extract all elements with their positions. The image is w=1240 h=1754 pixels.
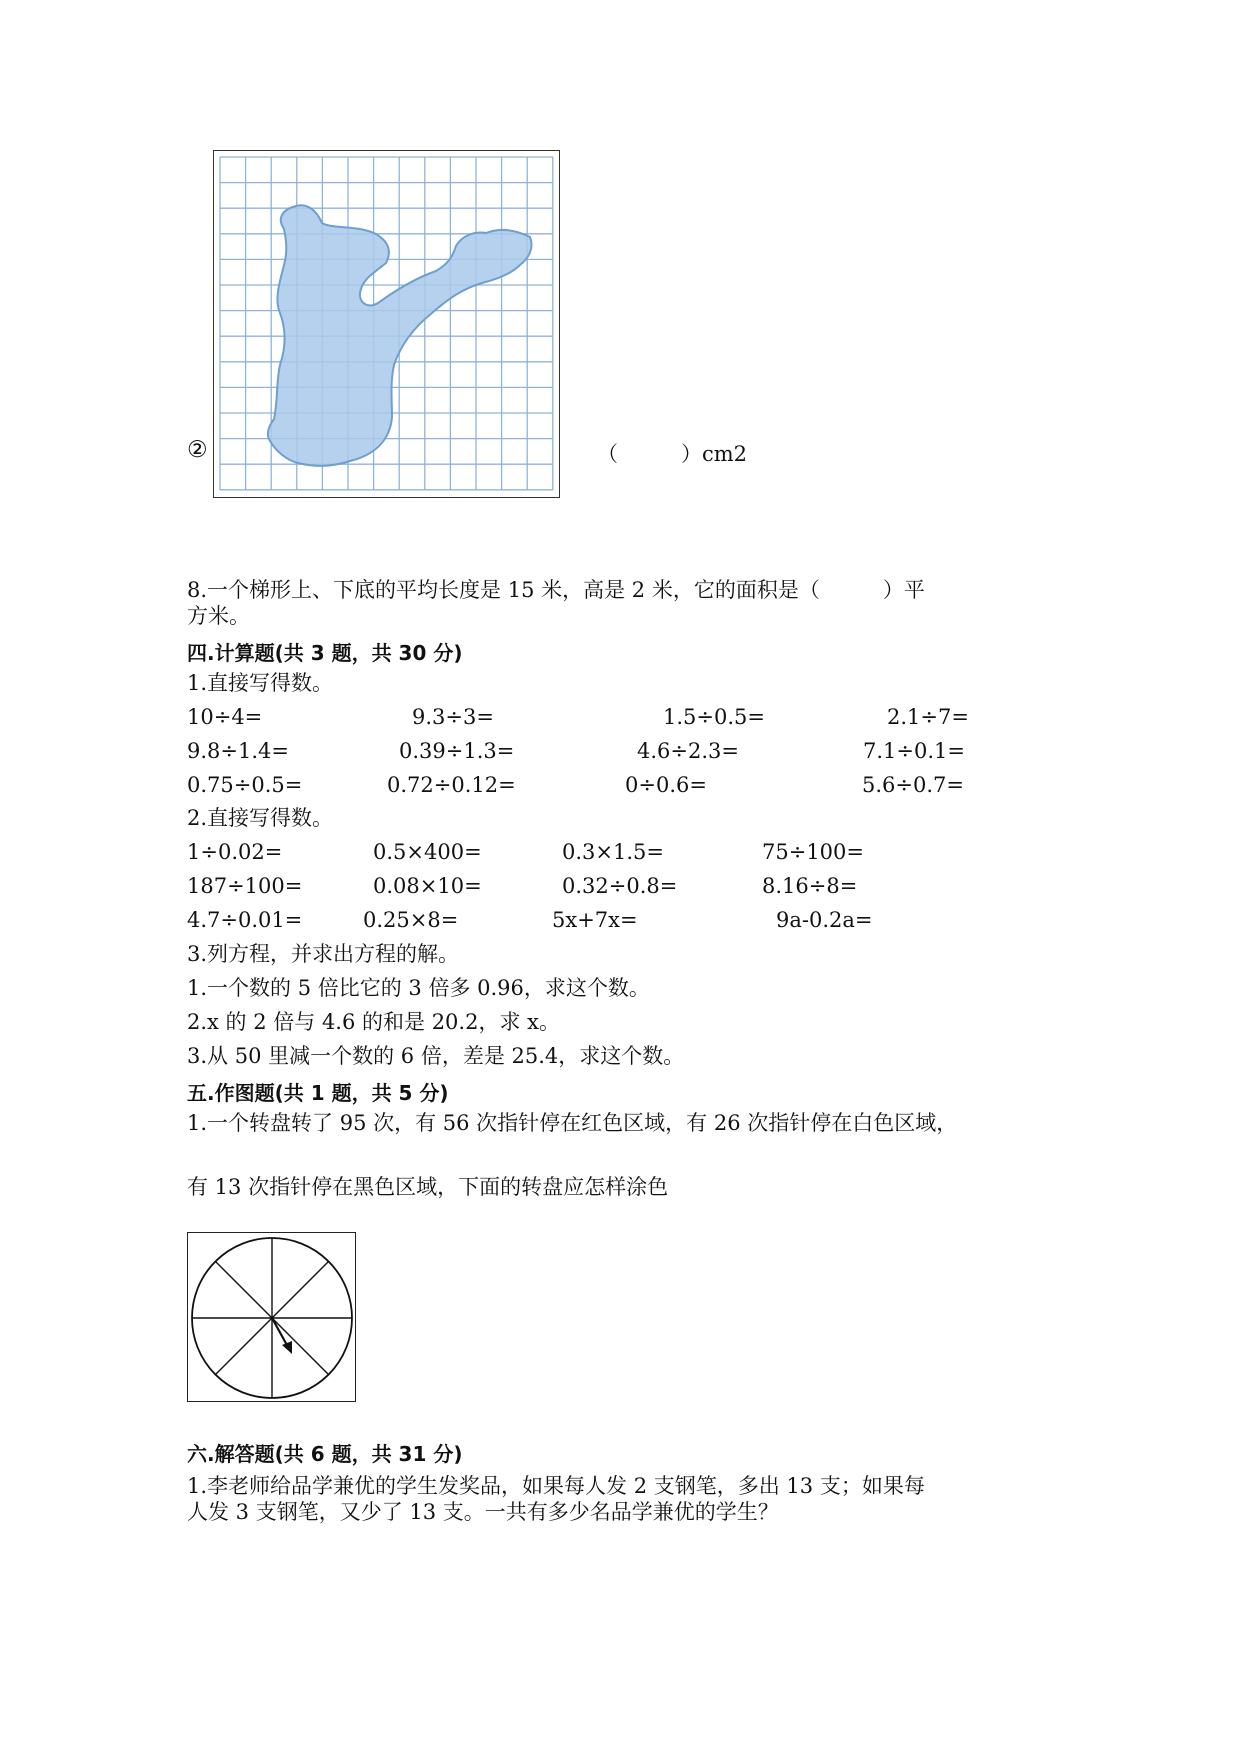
calc-item: 0.39÷1.3=: [399, 739, 515, 763]
s5-q1-line2: 有 13 次指针停在黑色区域，下面的转盘应怎样涂色: [187, 1175, 669, 1199]
calc-item: 0.08×10=: [373, 874, 482, 898]
section5-title: 五.作图题(共 1 题，共 5 分): [187, 1081, 449, 1105]
equation-item: 3.从 50 里减一个数的 6 倍，差是 25.4，求这个数。: [187, 1044, 685, 1068]
calc-item: 0.75÷0.5=: [187, 773, 303, 797]
calc-item: 8.16÷8=: [762, 874, 858, 898]
s5-q1-line1: 1.一个转盘转了 95 次，有 56 次指针停在红色区域，有 26 次指针停在白色区域，: [187, 1111, 958, 1135]
section6-title: 六.解答题(共 6 题，共 31 分): [187, 1442, 463, 1466]
calc-item: 2.1÷7=: [887, 705, 969, 729]
calc-item: 7.1÷0.1=: [863, 739, 965, 763]
calc-item: 0.25×8=: [363, 908, 459, 932]
q8-line1: 8.一个梯形上、下底的平均长度是 15 米，高是 2 米，它的面积是（ ）平: [187, 578, 925, 602]
s6-q1-line1: 1.李老师给品学兼优的学生发奖品，如果每人发 2 支钢笔，多出 13 支；如果每: [187, 1474, 925, 1498]
calc-item: 10÷4=: [187, 705, 263, 729]
equation-item: 1.一个数的 5 倍比它的 3 倍多 0.96，求这个数。: [187, 976, 650, 1000]
q8-line2: 方米。: [187, 604, 250, 628]
calc-item: 0.32÷0.8=: [562, 874, 678, 898]
equation-item: 2.x 的 2 倍与 4.6 的和是 20.2，求 x。: [187, 1010, 560, 1034]
calc-item: 4.7÷0.01=: [187, 908, 303, 932]
figure-marker: ②: [187, 437, 208, 463]
calc-item: 0÷0.6=: [625, 773, 707, 797]
s6-q1-line2: 人发 3 支钢笔，又少了 13 支。一共有多少名品学兼优的学生？: [187, 1500, 779, 1524]
calc-item: 9.8÷1.4=: [187, 739, 289, 763]
calc-item: 75÷100=: [762, 840, 864, 864]
s4-q3-label: 3.列方程，并求出方程的解。: [187, 942, 460, 966]
answer-blank-cm2: （ ）cm2: [597, 442, 748, 466]
calc-item: 5x+7x=: [552, 908, 638, 932]
calc-item: 9.3÷3=: [412, 705, 494, 729]
s4-q1-label: 1.直接写得数。: [187, 671, 334, 695]
calc-item: 187÷100=: [187, 874, 303, 898]
calc-item: 0.72÷0.12=: [387, 773, 516, 797]
spinner-figure: [187, 1232, 356, 1402]
calc-item: 5.6÷0.7=: [862, 773, 964, 797]
calc-item: 9a-0.2a=: [776, 908, 873, 932]
grid-shape-svg: [214, 151, 559, 497]
calc-item: 1.5÷0.5=: [663, 705, 765, 729]
section4-title: 四.计算题(共 3 题，共 30 分): [187, 641, 463, 665]
s4-q2-label: 2.直接写得数。: [187, 806, 334, 830]
area-grid-figure: [213, 150, 560, 498]
calc-item: 0.5×400=: [373, 840, 482, 864]
calc-item: 4.6÷2.3=: [637, 739, 739, 763]
spinner-svg: [188, 1233, 355, 1401]
calc-item: 1÷0.02=: [187, 840, 283, 864]
calc-item: 0.3×1.5=: [562, 840, 664, 864]
